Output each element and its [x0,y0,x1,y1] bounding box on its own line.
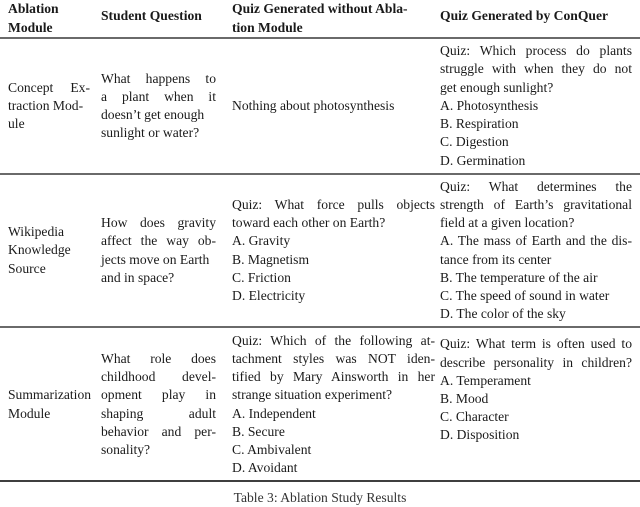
row2-quiz-without-module: Quiz: What force pulls objects toward each other on Earth? A. Gravity B. Magnetism C. Friction D. Electricity [232,196,435,303]
header-student-question: Student Question [101,8,202,24]
row1-student-question: What happens to a plant when it doesn’t get enough sunlight or water? [101,70,216,141]
row1-module: Concept Ex- traction Mod- ule [8,79,90,132]
row2-quiz-conquer: Quiz: What determines the strength of Earth’s gravitational field at a given location? A. The mass of Earth and the dis- tance from its center B. The temperature of the air C. The speed of sound in water D. The color of the sky [440,178,632,322]
row1-quiz-conquer: Quiz: Which process do plants struggle with when they do not get enough sunlight? A. Photosynthesis B. Respiration C. Digestion D. Germination [440,43,632,168]
bottom-rule [0,480,640,482]
header-line: Ablation [8,1,59,17]
row2-student-question: How does gravity affect the way ob- jects move on Earth and in space? [101,215,216,285]
row2-module: Wikipedia Knowledge Source [8,224,71,276]
row1-quiz-without-module: Nothing about photosynthesis [232,97,395,113]
table-caption: Table 3: Ablation Study Results [233,490,407,505]
header-quiz-conquer: Quiz Generated by ConQuer [440,8,609,24]
header-line: Module [8,19,53,35]
row3-student-question: What role does childhood devel- opment play in shaping adult behavior and per- sonality? [101,350,216,457]
row3-quiz-without-module: Quiz: Which of the following at- tachment styles was NOT iden- tified by Mary Ainsworth in her strange situation experiment? A. Independent B. Secure C. Ambivalent D. Avoidant [232,332,435,476]
header-quiz-without-module: Quiz Generated without Abla- tion Module [232,1,408,35]
row3-module: Summarization Module [8,387,92,421]
row3-quiz-conquer: Quiz: What term is often used to describe personality in children? A. Temperament B. Mood C. Character D. Disposition [440,336,632,443]
header-ablation-module [8,0,98,37]
